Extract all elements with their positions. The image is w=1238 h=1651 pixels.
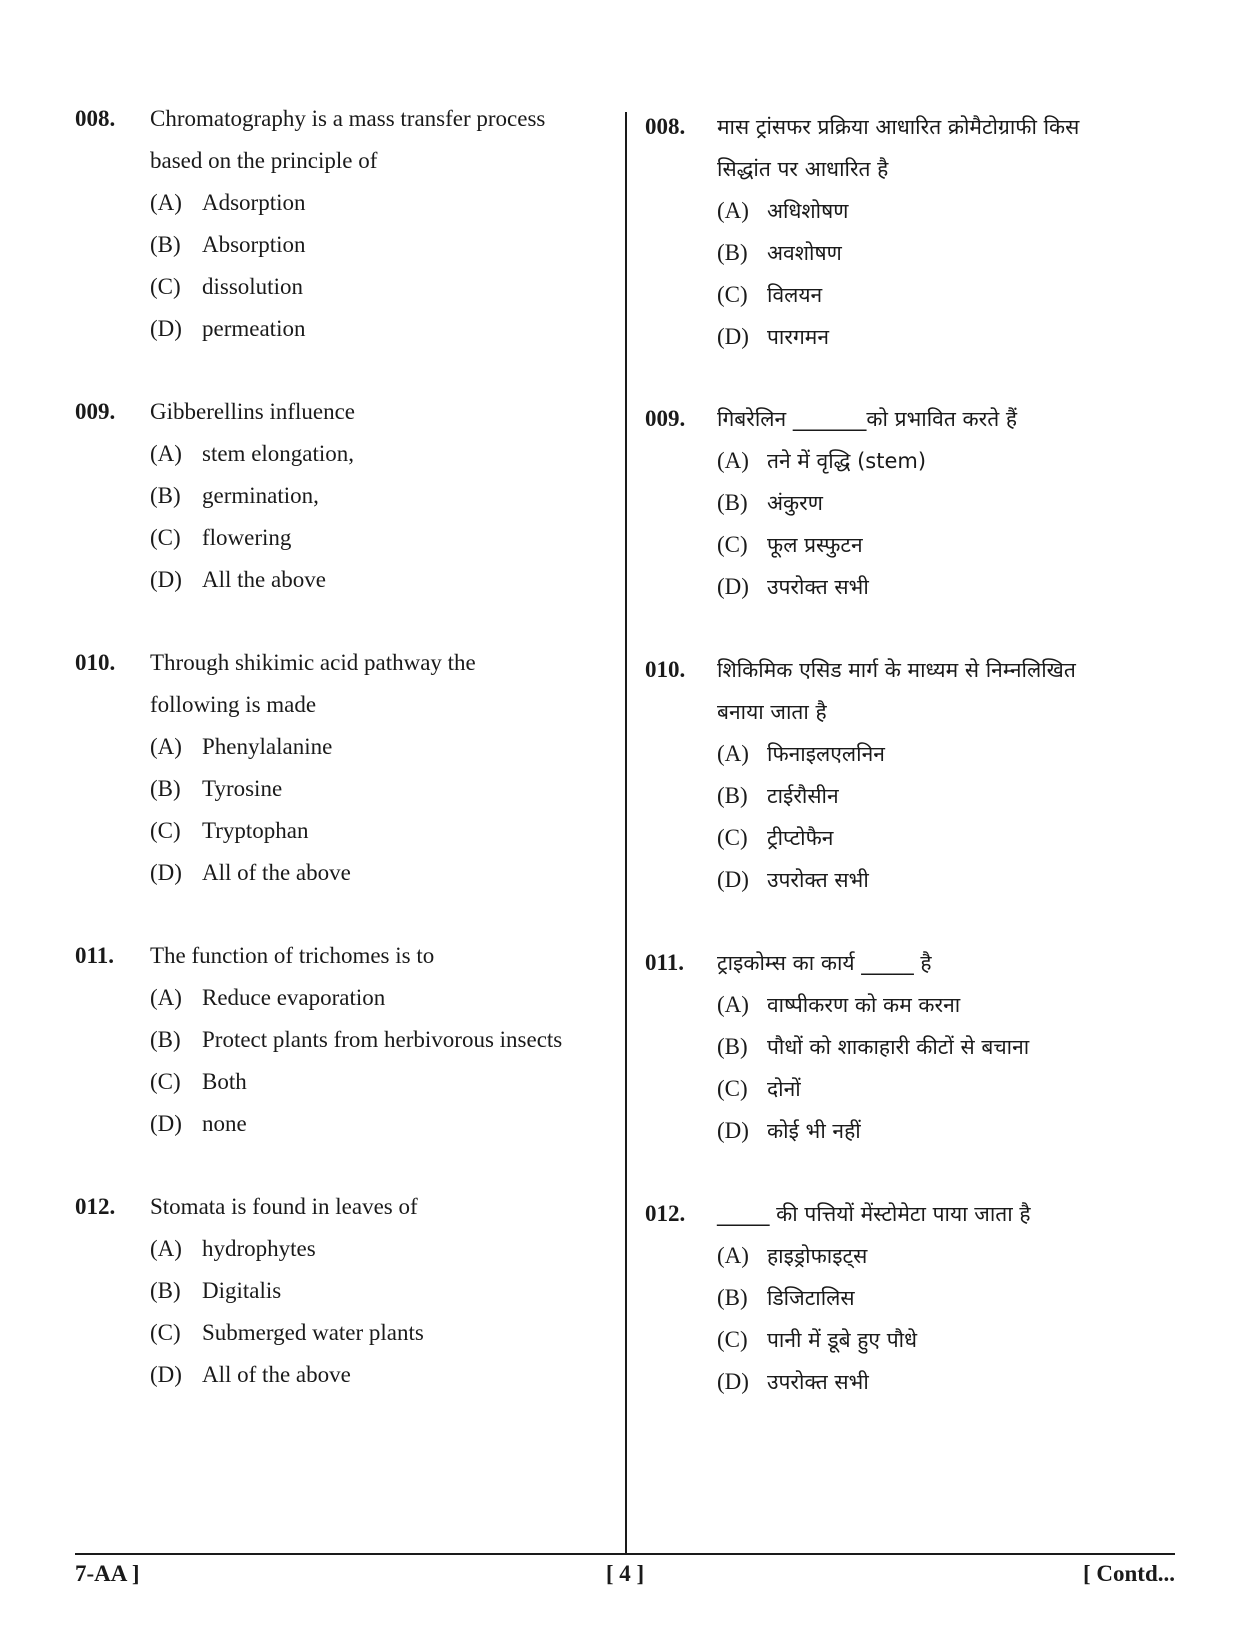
option-a: (A) अधिशोषण bbox=[717, 198, 849, 223]
page-number: [ 4 ] bbox=[605, 1561, 645, 1586]
option-b: (B) Tyrosine bbox=[150, 776, 283, 801]
question-010-hi bbox=[645, 649, 1175, 901]
question-009-en bbox=[75, 391, 600, 601]
question-010-en bbox=[75, 642, 600, 894]
option-c: (C) Submerged water plants bbox=[150, 1320, 424, 1345]
option-a: (A) Reduce evaporation bbox=[150, 985, 386, 1010]
options-list bbox=[717, 1235, 1175, 1403]
question-number: 012. bbox=[75, 1194, 116, 1219]
question-012-en bbox=[75, 1186, 600, 1396]
question-text: ट्राइकोम्स का कार्य _____ है bbox=[717, 951, 932, 975]
options-list bbox=[150, 726, 600, 894]
option-d: (D) उपरोक्त सभी bbox=[717, 574, 869, 599]
option-b: (B) Protect plants from herbivorous insects bbox=[150, 1027, 563, 1052]
option-c: (C) पानी में डूबे हुए पौधे bbox=[717, 1327, 917, 1352]
options-list bbox=[150, 977, 600, 1145]
options-list bbox=[150, 1228, 600, 1396]
option-c: (C) विलयन bbox=[717, 282, 823, 307]
option-b: (B) Digitalis bbox=[150, 1278, 282, 1303]
column-divider bbox=[625, 112, 627, 1555]
question-number: 010. bbox=[75, 650, 116, 675]
question-text: शिकिमिक एसिड मार्ग के माध्यम से निम्नलिखित बनाया जाता है bbox=[717, 658, 1076, 724]
option-b: (B) अंकुरण bbox=[717, 490, 823, 515]
option-c: (C) ट्रीप्टोफैन bbox=[717, 825, 834, 850]
option-b: (B) डिजिटालिस bbox=[717, 1285, 855, 1310]
options-list bbox=[717, 190, 1175, 358]
option-c: (C) flowering bbox=[150, 525, 292, 550]
option-a: (A) hydrophytes bbox=[150, 1236, 316, 1261]
question-number: 008. bbox=[645, 114, 686, 139]
question-009-hi bbox=[645, 398, 1175, 608]
option-d: (D) none bbox=[150, 1111, 247, 1136]
option-a: (A) तने में वृद्धि (stem) bbox=[717, 448, 927, 473]
option-c: (C) दोनों bbox=[717, 1076, 801, 1101]
option-d: (D) permeation bbox=[150, 316, 306, 341]
question-012-hi bbox=[645, 1193, 1175, 1403]
options-list bbox=[717, 733, 1175, 901]
option-a: (A) फिनाइलएलनिन bbox=[717, 741, 885, 766]
question-text: The function of trichomes is to bbox=[150, 943, 435, 968]
option-a: (A) stem elongation, bbox=[150, 441, 355, 466]
paper-code: 7-AA ] bbox=[75, 1561, 140, 1586]
question-011-hi bbox=[645, 942, 1175, 1152]
question-text: _____ की पत्तियों मेंस्टोमेटा पाया जाता है bbox=[717, 1202, 1031, 1226]
question-number: 011. bbox=[645, 950, 684, 975]
continued-label: [ Contd... bbox=[1082, 1561, 1175, 1586]
option-d: (D) All of the above bbox=[150, 1362, 351, 1387]
footer-rule bbox=[75, 1553, 1175, 1555]
option-b: (B) टाईरौसीन bbox=[717, 783, 839, 808]
question-008-hi bbox=[645, 106, 1175, 358]
question-number: 009. bbox=[645, 406, 686, 431]
option-c: (C) Both bbox=[150, 1069, 247, 1094]
question-011-en bbox=[75, 935, 600, 1145]
option-b: (B) पौधों को शाकाहारी कीटों से बचाना bbox=[717, 1034, 1030, 1059]
option-d: (D) पारगमन bbox=[717, 324, 829, 349]
option-a: (A) हाइड्रोफाइट्स bbox=[717, 1243, 868, 1268]
option-a: (A) Adsorption bbox=[150, 190, 306, 215]
question-text: Gibberellins influence bbox=[150, 399, 356, 424]
options-list bbox=[717, 440, 1175, 608]
question-008-en bbox=[75, 98, 600, 350]
question-number: 012. bbox=[645, 1201, 686, 1226]
question-number: 008. bbox=[75, 106, 116, 131]
question-text: गिबरेलिन _______को प्रभावित करते हैं bbox=[717, 407, 1018, 431]
option-d: (D) उपरोक्त सभी bbox=[717, 1369, 869, 1394]
options-list bbox=[150, 433, 600, 601]
question-number: 009. bbox=[75, 399, 116, 424]
question-text: Through shikimic acid pathway the following is made bbox=[150, 650, 476, 717]
option-b: (B) अवशोषण bbox=[717, 240, 842, 265]
question-number: 010. bbox=[645, 657, 686, 682]
option-a: (A) Phenylalanine bbox=[150, 734, 333, 759]
option-b: (B) germination, bbox=[150, 483, 319, 508]
option-d: (D) कोई भी नहीं bbox=[717, 1118, 861, 1143]
option-d: (D) All of the above bbox=[150, 860, 351, 885]
question-text: Chromatography is a mass transfer process based on the principle of bbox=[150, 106, 546, 173]
question-number: 011. bbox=[75, 943, 114, 968]
option-c: (C) dissolution bbox=[150, 274, 303, 299]
options-list bbox=[150, 182, 600, 350]
question-text: Stomata is found in leaves of bbox=[150, 1194, 418, 1219]
option-d: (D) उपरोक्त सभी bbox=[717, 867, 869, 892]
option-c: (C) Tryptophan bbox=[150, 818, 309, 843]
option-a: (A) वाष्पीकरण को कम करना bbox=[717, 992, 961, 1017]
option-b: (B) Absorption bbox=[150, 232, 306, 257]
question-text: मास ट्रांसफर प्रक्रिया आधारित क्रोमैटोग्राफी किस सिद्धांत पर आधारित है bbox=[717, 115, 1080, 181]
options-list bbox=[717, 984, 1175, 1152]
option-d: (D) All the above bbox=[150, 567, 326, 592]
option-c: (C) फूल प्रस्फुटन bbox=[717, 532, 863, 557]
